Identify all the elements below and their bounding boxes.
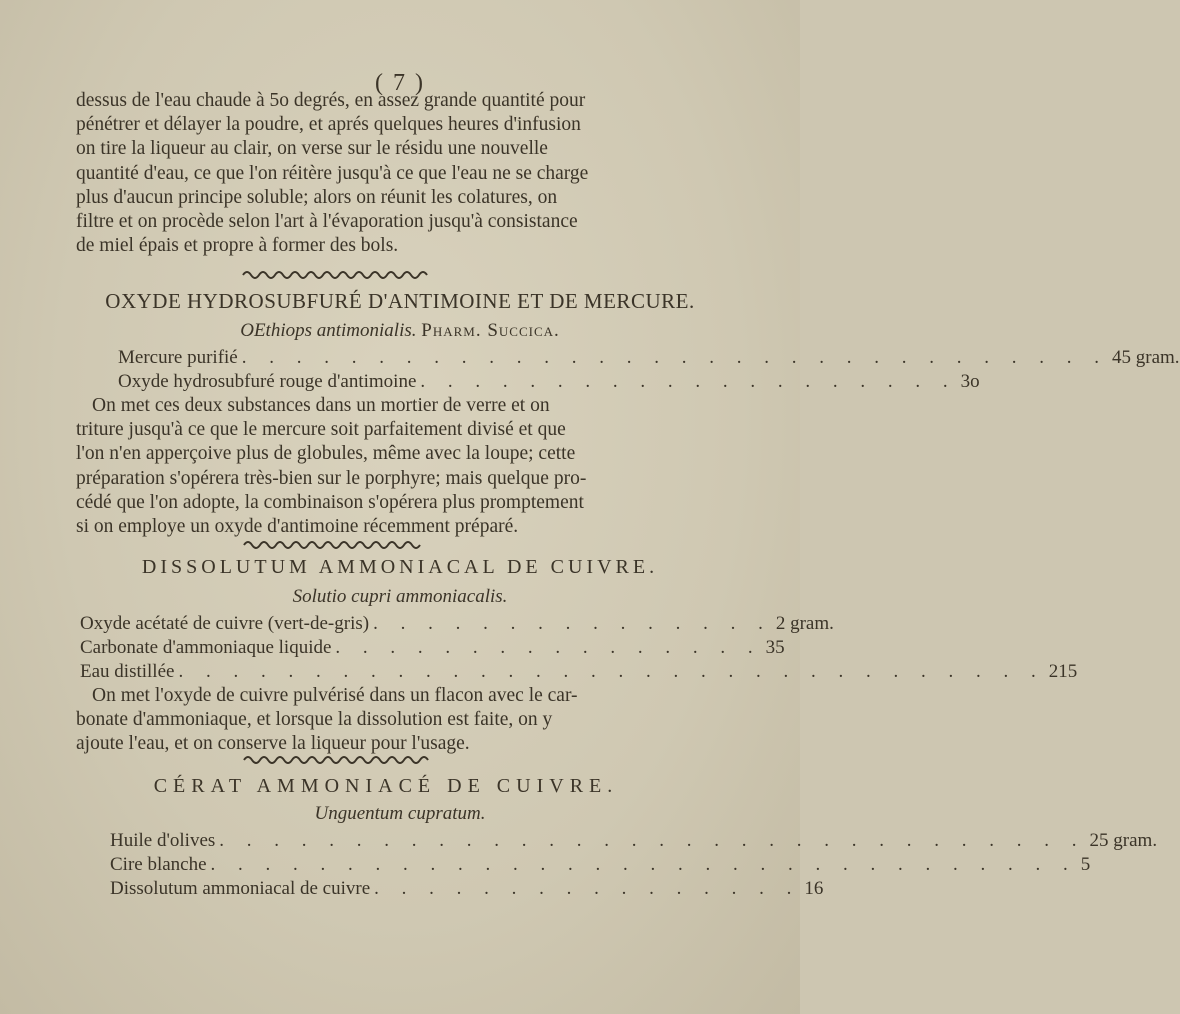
- latin-name: OEthiops antimonialis.: [240, 320, 417, 341]
- text-line: ajoute l'eau, et on conserve la liqueur pour l'usage.: [76, 733, 470, 755]
- ingredient-row: [110, 854, 1091, 876]
- leader-dots: . . . . . . . . . . . . . . . . . . . . . . . . . . . . . . . .: [210, 854, 1077, 875]
- ingredient-row: [80, 661, 1078, 683]
- pharmacopoeia-ref: Pharm. Succica.: [421, 320, 560, 341]
- ingredient-qty: 2 gram.: [775, 613, 834, 634]
- ingredient-name: Mercure purifié: [118, 347, 238, 368]
- leader-dots: . . . . . . . . . . . . . . . . . . . . . . . . . . . . . . . .: [241, 347, 1108, 368]
- ingredient-name: Dissolutum ammoniacal de cuivre: [110, 878, 371, 899]
- text-line: plus d'aucun principe soluble; alors on réunit les colatures, on: [76, 186, 558, 208]
- ingredient-qty: 3o: [960, 371, 980, 392]
- ingredient-qty: 45 gram.: [1112, 347, 1180, 368]
- ingredient-name: Huile d'olives: [110, 830, 216, 851]
- section-title: OXYDE HYDROSUBFURÉ D'ANTIMOINE ET DE MERCURE.: [105, 289, 695, 313]
- section-paragraph: [76, 684, 596, 757]
- leader-dots: . . . . . . . . . . . . . . . .: [335, 637, 762, 658]
- leader-dots: . . . . . . . . . . . . . . .: [373, 613, 772, 634]
- intro-paragraph: [76, 89, 596, 258]
- ingredient-row: [118, 371, 980, 393]
- page-number: ( 7 ): [375, 70, 425, 96]
- text-line: préparation s'opérera très-bien sur le porphyre; mais quelque pro-: [76, 467, 587, 489]
- ingredient-row: [80, 613, 834, 635]
- leader-dots: . . . . . . . . . . . . . . . . . . . .: [420, 371, 957, 392]
- ornamental-rule: [244, 755, 432, 765]
- text-line: dessus de l'eau chaude à 5o degrés, en assez grande quantité pour: [76, 90, 586, 111]
- ingredient-row: [80, 637, 785, 659]
- ingredient-name: Oxyde hydrosubfuré rouge d'antimoine: [118, 371, 417, 392]
- ingredient-qty: 35: [765, 637, 785, 658]
- ingredient-row: [118, 347, 1180, 369]
- ingredient-qty: 215: [1048, 661, 1078, 682]
- text-line: pénétrer et délayer la poudre, et aprés quelques heures d'infusion: [76, 114, 581, 136]
- text-line: de miel épais et propre à former des bols.: [76, 235, 399, 257]
- leader-dots: . . . . . . . . . . . . . . . . . . . . . . . . . . . . . . . .: [219, 830, 1086, 851]
- section-title: DISSOLUTUM AMMONIACAL DE CUIVRE.: [141, 556, 659, 578]
- ornamental-rule: [244, 540, 426, 550]
- text-line: si on employe un oxyde d'antimoine récemment préparé.: [76, 516, 519, 538]
- leader-dots: . . . . . . . . . . . . . . . .: [374, 878, 801, 899]
- ingredient-name: Carbonate d'ammoniaque liquide: [80, 637, 332, 658]
- text-line: quantité d'eau, ce que l'on réitère jusqu'à ce que l'eau ne se charge: [76, 162, 589, 184]
- text-line: filtre et on procède selon l'art à l'évaporation jusqu'à consistance: [76, 211, 578, 233]
- text-line: On met l'oxyde de cuivre pulvérisé dans un flacon avec le car-: [92, 685, 578, 706]
- section-subtitle: Unguentum cupratum.: [314, 803, 486, 824]
- text-line: cédé que l'on adopte, la combinaison s'opérera plus promptement: [76, 491, 584, 513]
- ingredient-row: [110, 830, 1158, 852]
- text-line: triture jusqu'à ce que le mercure soit parfaitement divisé et que: [76, 419, 566, 441]
- ingredient-name: Oxyde acétaté de cuivre (vert-de-gris): [80, 613, 370, 634]
- ingredient-row: [110, 878, 824, 900]
- ingredient-name: Cire blanche: [110, 854, 207, 875]
- section-subtitle: Solutio cupri ammoniacalis.: [292, 586, 508, 607]
- section-subtitle: [0, 320, 800, 342]
- ingredient-qty: 5: [1080, 854, 1091, 875]
- ingredient-qty: 25 gram.: [1089, 830, 1158, 851]
- ingredient-name: Eau distillée: [80, 661, 175, 682]
- text-line: On met ces deux substances dans un mortier de verre et on: [92, 395, 550, 416]
- ornamental-rule: [243, 270, 429, 280]
- text-line: bonate d'ammoniaque, et lorsque la dissolution est faite, on y: [76, 709, 553, 731]
- leader-dots: . . . . . . . . . . . . . . . . . . . . . . . . . . . . . . . .: [178, 661, 1045, 682]
- text-line: l'on n'en apperçoive plus de globules, même avec la loupe; cette: [76, 443, 576, 465]
- section-paragraph: [76, 394, 596, 539]
- section-title: CÉRAT AMMONIACÉ DE CUIVRE.: [153, 775, 619, 797]
- text-line: on tire la liqueur au clair, on verse sur le résidu une nouvelle: [76, 138, 548, 160]
- ingredient-qty: 16: [804, 878, 824, 899]
